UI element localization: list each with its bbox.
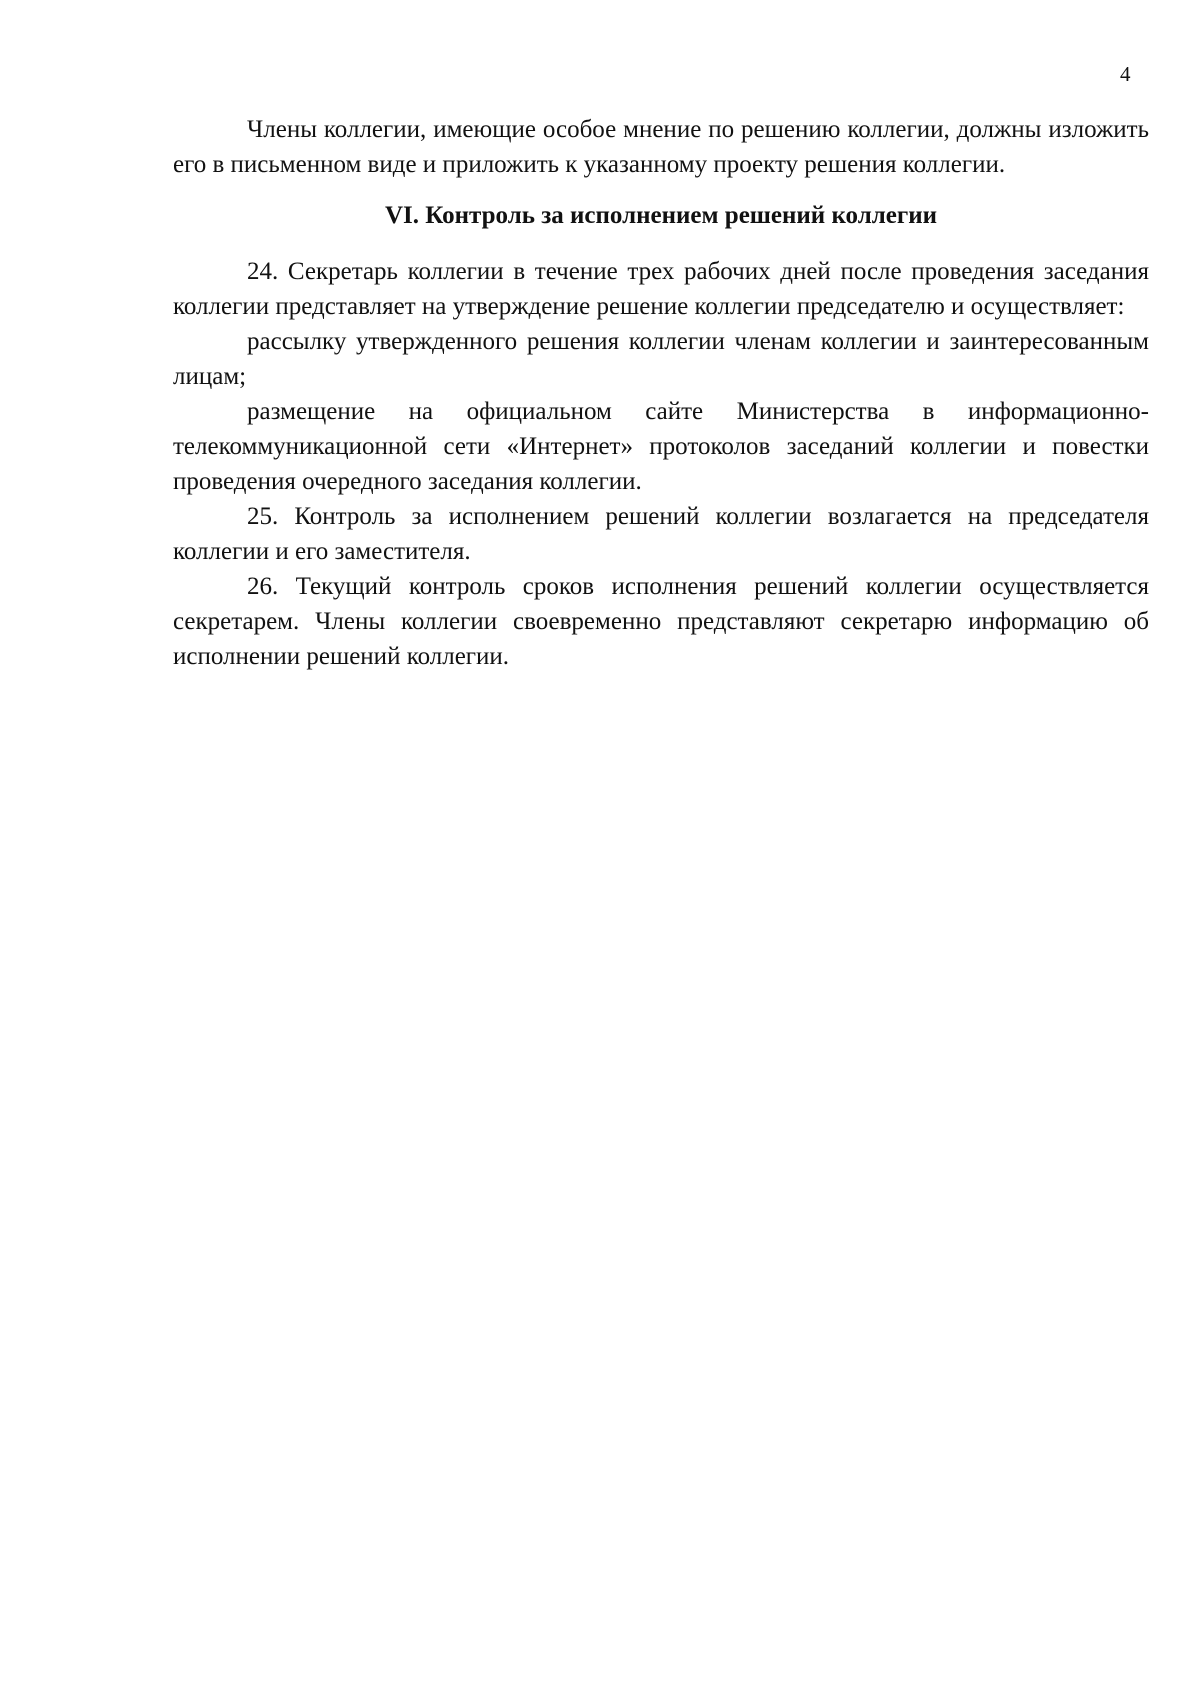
paragraph-24-item-mailing: рассылку утвержденного решения коллегии членам коллегии и заинтересованным лицам; — [173, 328, 1149, 390]
page-number: 4 — [1120, 62, 1131, 86]
paragraph-26: 26. Текущий контроль сроков исполнения решений коллегии осуществляется секретарем. Члены коллегии своевременно представляют секретарю информацию об исполнении решений коллегии. — [173, 573, 1149, 670]
paragraph-24-item-website: размещение на официальном сайте Министерства в информационно-телекоммуникационной сети «Интернет» протоколов заседаний коллегии и повестки проведения очередного заседания коллегии. — [173, 398, 1149, 495]
paragraph-25: 25. Контроль за исполнением решений коллегии возлагается на председателя коллегии и его заместителя. — [173, 503, 1149, 565]
intro-paragraph: Члены коллегии, имеющие особое мнение по решению коллегии, должны изложить его в письменном виде и приложить к указанному проекту решения коллегии. — [173, 116, 1149, 178]
document-body — [173, 112, 1149, 674]
section-heading: VI. Контроль за исполнением решений коллегии — [384, 202, 938, 229]
paragraph-24: 24. Секретарь коллегии в течение трех рабочих дней после проведения заседания коллегии представляет на утверждение решение коллегии председателю и осуществляет: — [173, 258, 1149, 320]
